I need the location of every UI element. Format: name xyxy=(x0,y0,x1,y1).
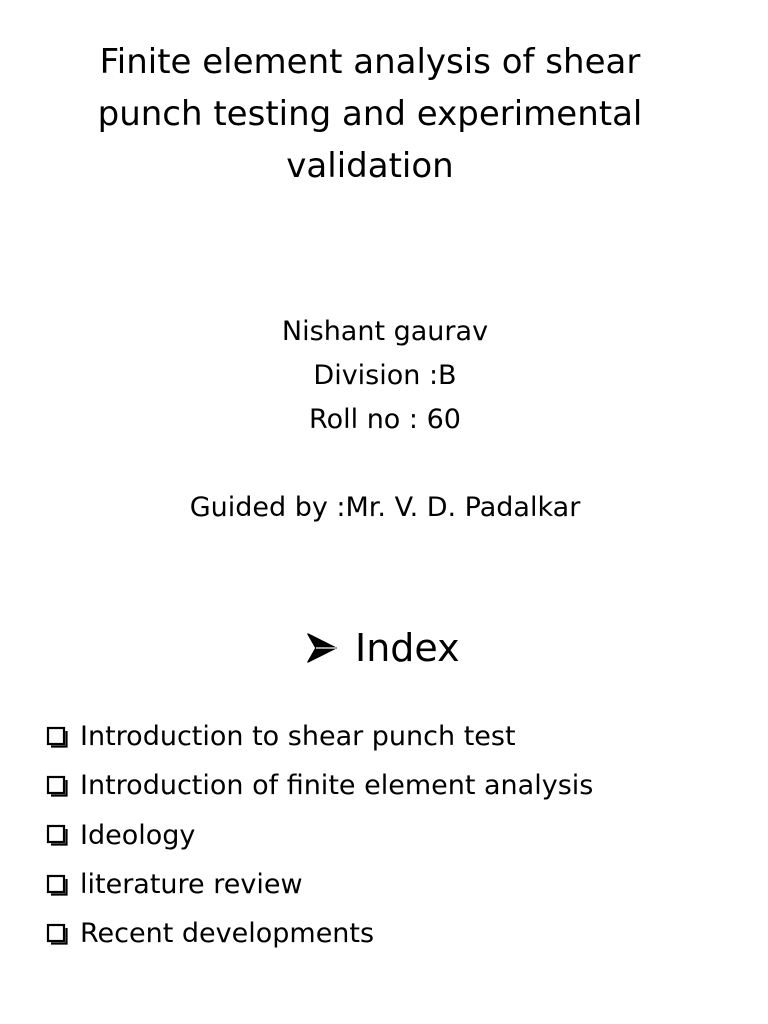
list-item xyxy=(46,712,746,761)
index-heading-label: Index xyxy=(355,626,460,670)
guide-name: Guided by :Mr. V. D. Padalkar xyxy=(189,492,581,523)
list-item-label: Introduction to shear punch test xyxy=(80,721,516,753)
title-line-3: validation xyxy=(286,146,454,186)
title-line-1: Finite element analysis of shear xyxy=(99,42,641,82)
list-item xyxy=(46,811,746,860)
author-roll-number: Roll no : 60 xyxy=(309,404,461,435)
author-division: Division :B xyxy=(313,360,457,391)
list-item xyxy=(46,860,746,909)
arrow-bullet-icon xyxy=(305,631,339,665)
hollow-square-bullet-icon xyxy=(46,923,68,945)
index-heading xyxy=(305,622,460,674)
list-item xyxy=(46,761,746,810)
index-list xyxy=(46,712,746,958)
list-item-label: Ideology xyxy=(80,819,196,851)
list-item-label: literature review xyxy=(80,869,303,901)
list-item-label: Introduction of finite element analysis xyxy=(80,770,594,802)
list-item-label: Recent developments xyxy=(80,918,375,950)
author-name: Nishant gaurav xyxy=(281,316,489,347)
list-item xyxy=(46,909,746,958)
author-info xyxy=(120,310,650,530)
hollow-square-bullet-icon xyxy=(46,726,68,748)
author-spacer xyxy=(120,442,650,486)
hollow-square-bullet-icon xyxy=(46,874,68,896)
hollow-square-bullet-icon xyxy=(46,824,68,846)
slide-title xyxy=(60,36,680,192)
title-line-2: punch testing and experimental xyxy=(97,94,643,134)
hollow-square-bullet-icon xyxy=(46,775,68,797)
